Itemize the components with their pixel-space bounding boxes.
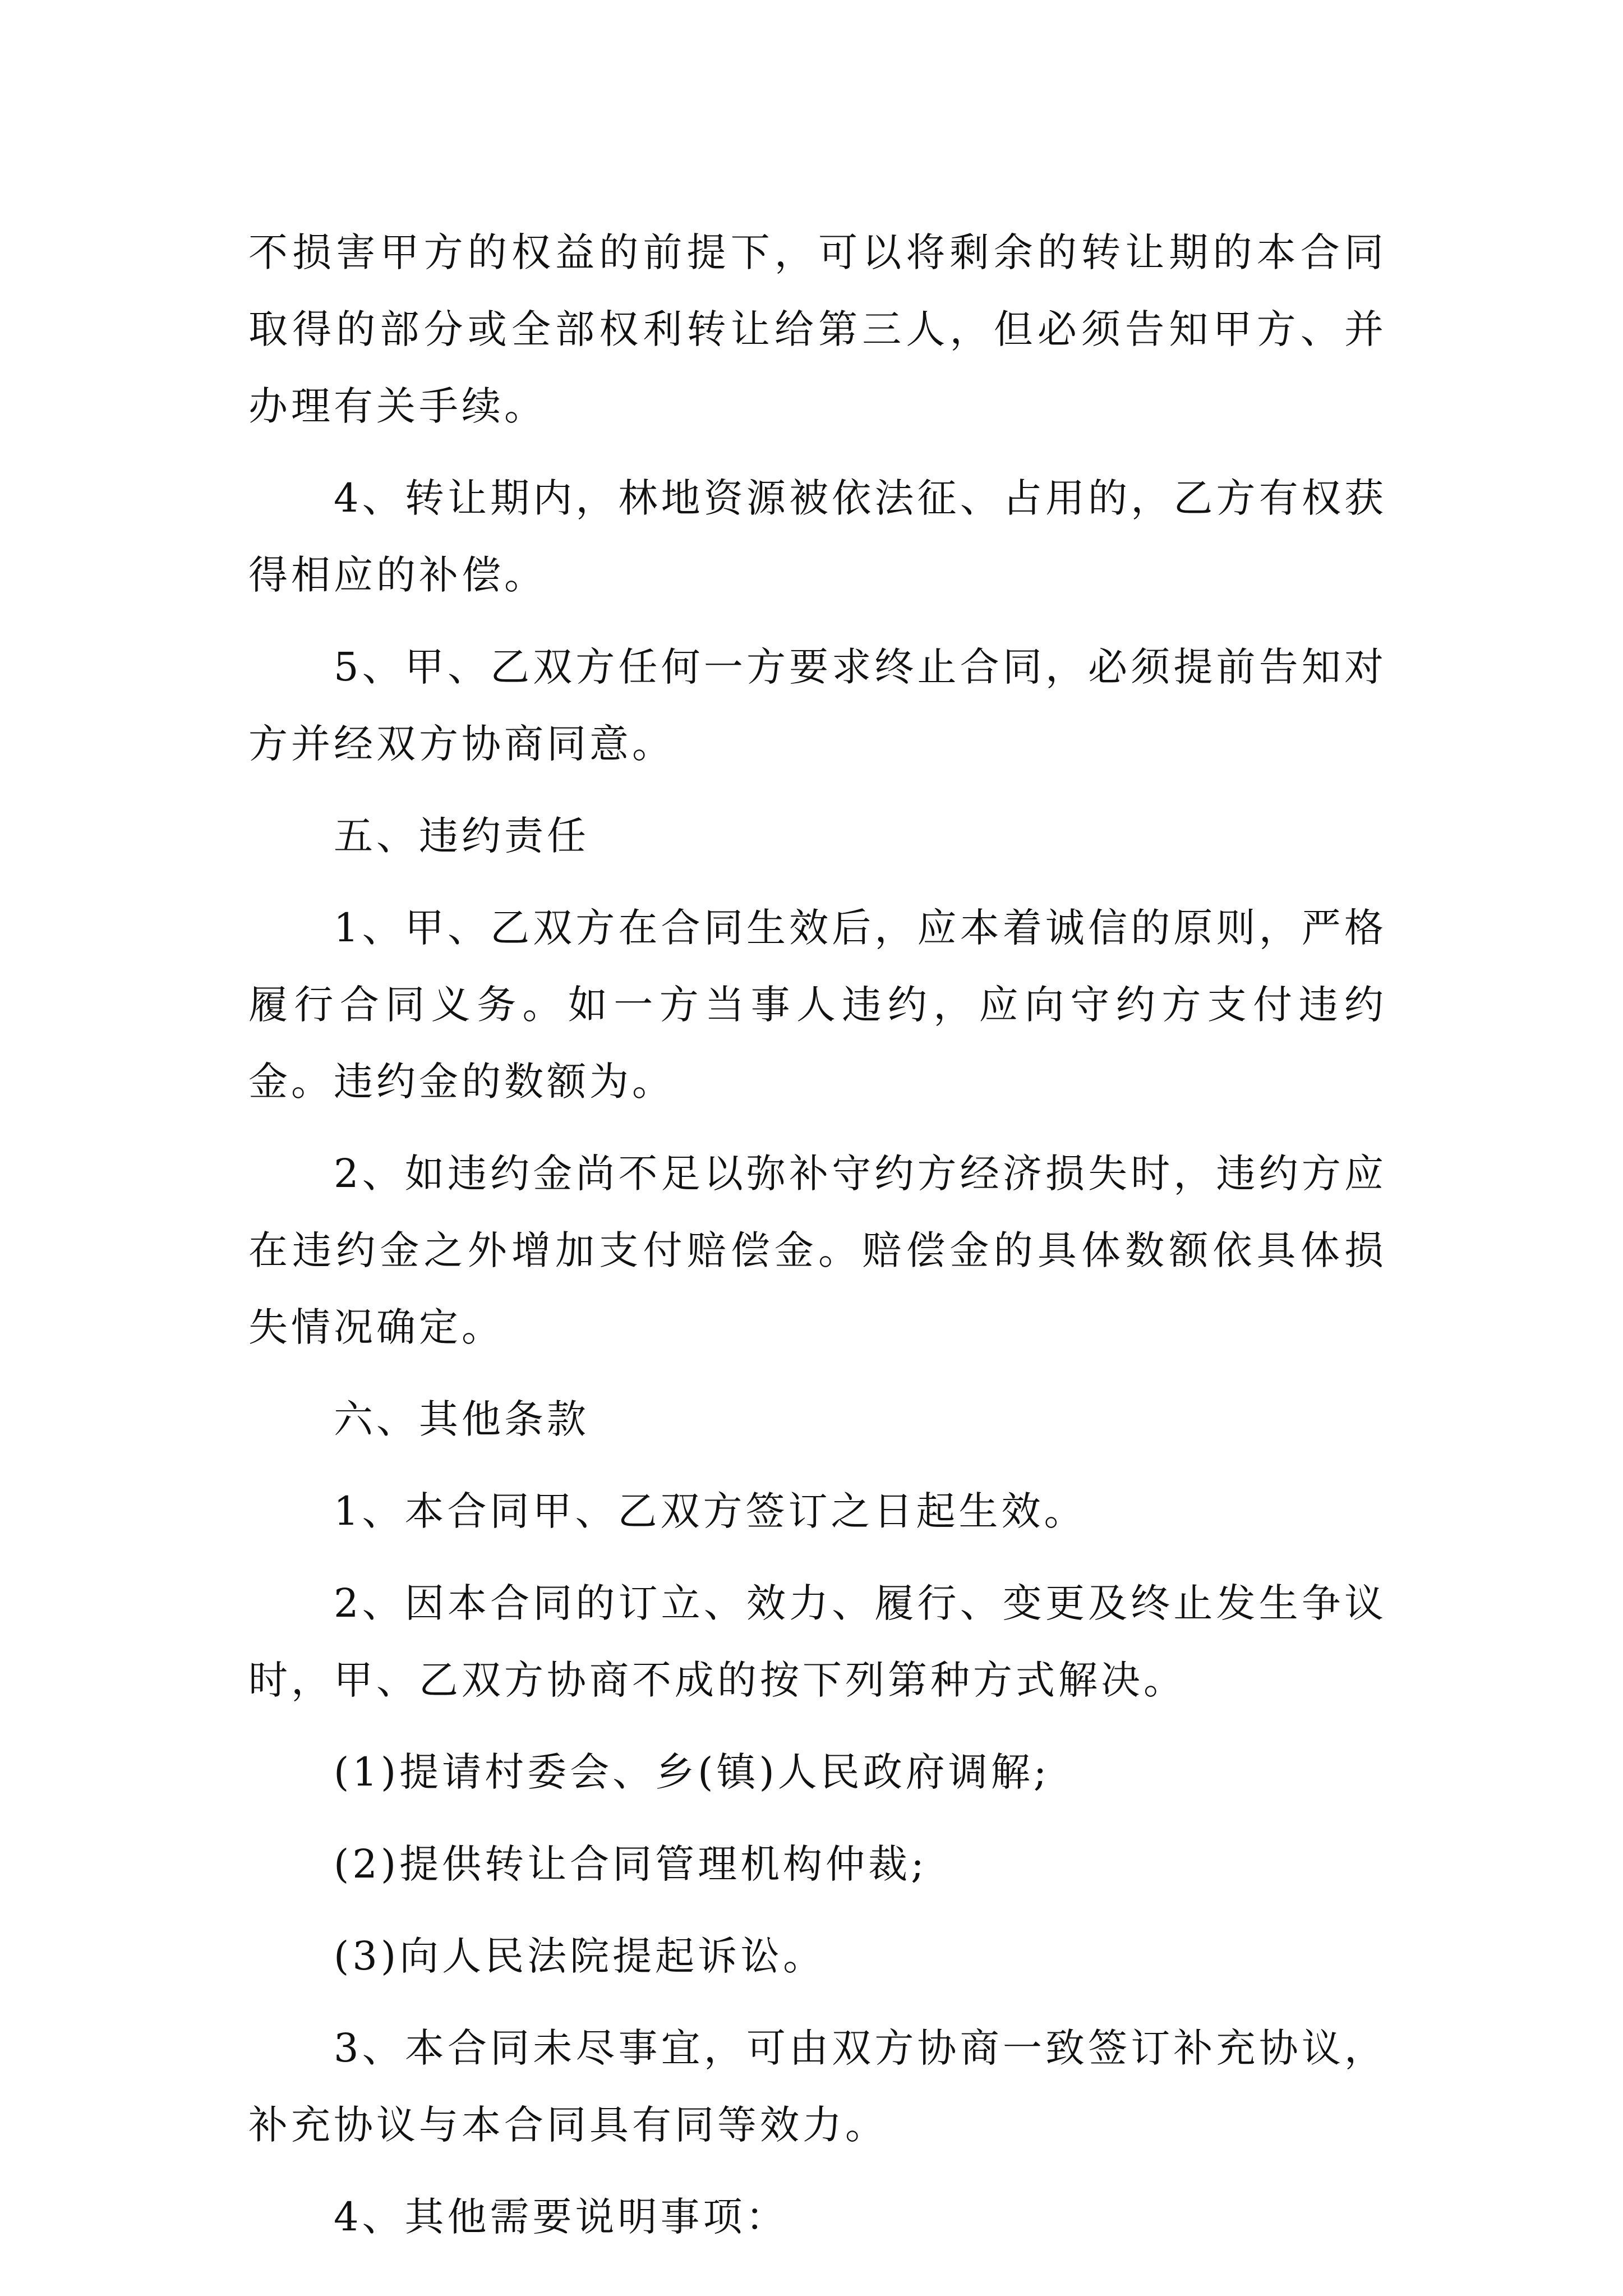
clause-6-3-supplement: 3、本合同未尽事宜，可由双方协商一致签订补充协议，补充协议与本合同具有同等效力。	[248, 2025, 1387, 2148]
dispute-option-3: (3)向人民法院提起诉讼。	[334, 1933, 826, 1979]
dispute-option-1: (1)提请村委会、乡(镇)人民政府调解;	[334, 1749, 1050, 1795]
clause-5-1-penalty: 1、甲、乙双方在合同生效后，应本着诚信的原则，严格履行合同义务。如一方当事人违约，应向守约方支付违约金。违约金的数额为。	[248, 905, 1387, 1105]
clause-6-1-effective: 1、本合同甲、乙双方签订之日起生效。	[334, 1488, 1087, 1534]
document-body	[248, 214, 1387, 2271]
section-heading-liability: 五、违约责任	[334, 813, 589, 859]
clause-6-4-other-matters: 4、其他需要说明事项：	[334, 2194, 789, 2240]
dispute-option-2: (2)提供转让合同管理机构仲裁;	[334, 1841, 928, 1887]
clause-6-2-disputes: 2、因本合同的订立、效力、履行、变更及终止发生争议时，甲、乙双方协商不成的按下列第种方式解决。	[248, 1580, 1387, 1703]
section-heading-other-terms: 六、其他条款	[334, 1396, 589, 1442]
clause-5-2-compensation: 2、如违约金尚不足以弥补守约方经济损失时，违约方应在违约金之外增加支付赔偿金。赔偿金的具体数额依具体损失情况确定。	[248, 1151, 1387, 1350]
clause-4-3-transfer-compensation: 4、转让期内，林地资源被依法征、占用的，乙方有权获得相应的补偿。	[248, 475, 1387, 598]
clause-4-5-termination: 5、甲、乙双方任何一方要求终止合同，必须提前告知对方并经双方协商同意。	[248, 644, 1387, 767]
paragraph-continuation: 不损害甲方的权益的前提下，可以将剩余的转让期的本合同取得的部分或全部权利转让给第三人，但必须告知甲方、并办理有关手续。	[248, 229, 1387, 429]
